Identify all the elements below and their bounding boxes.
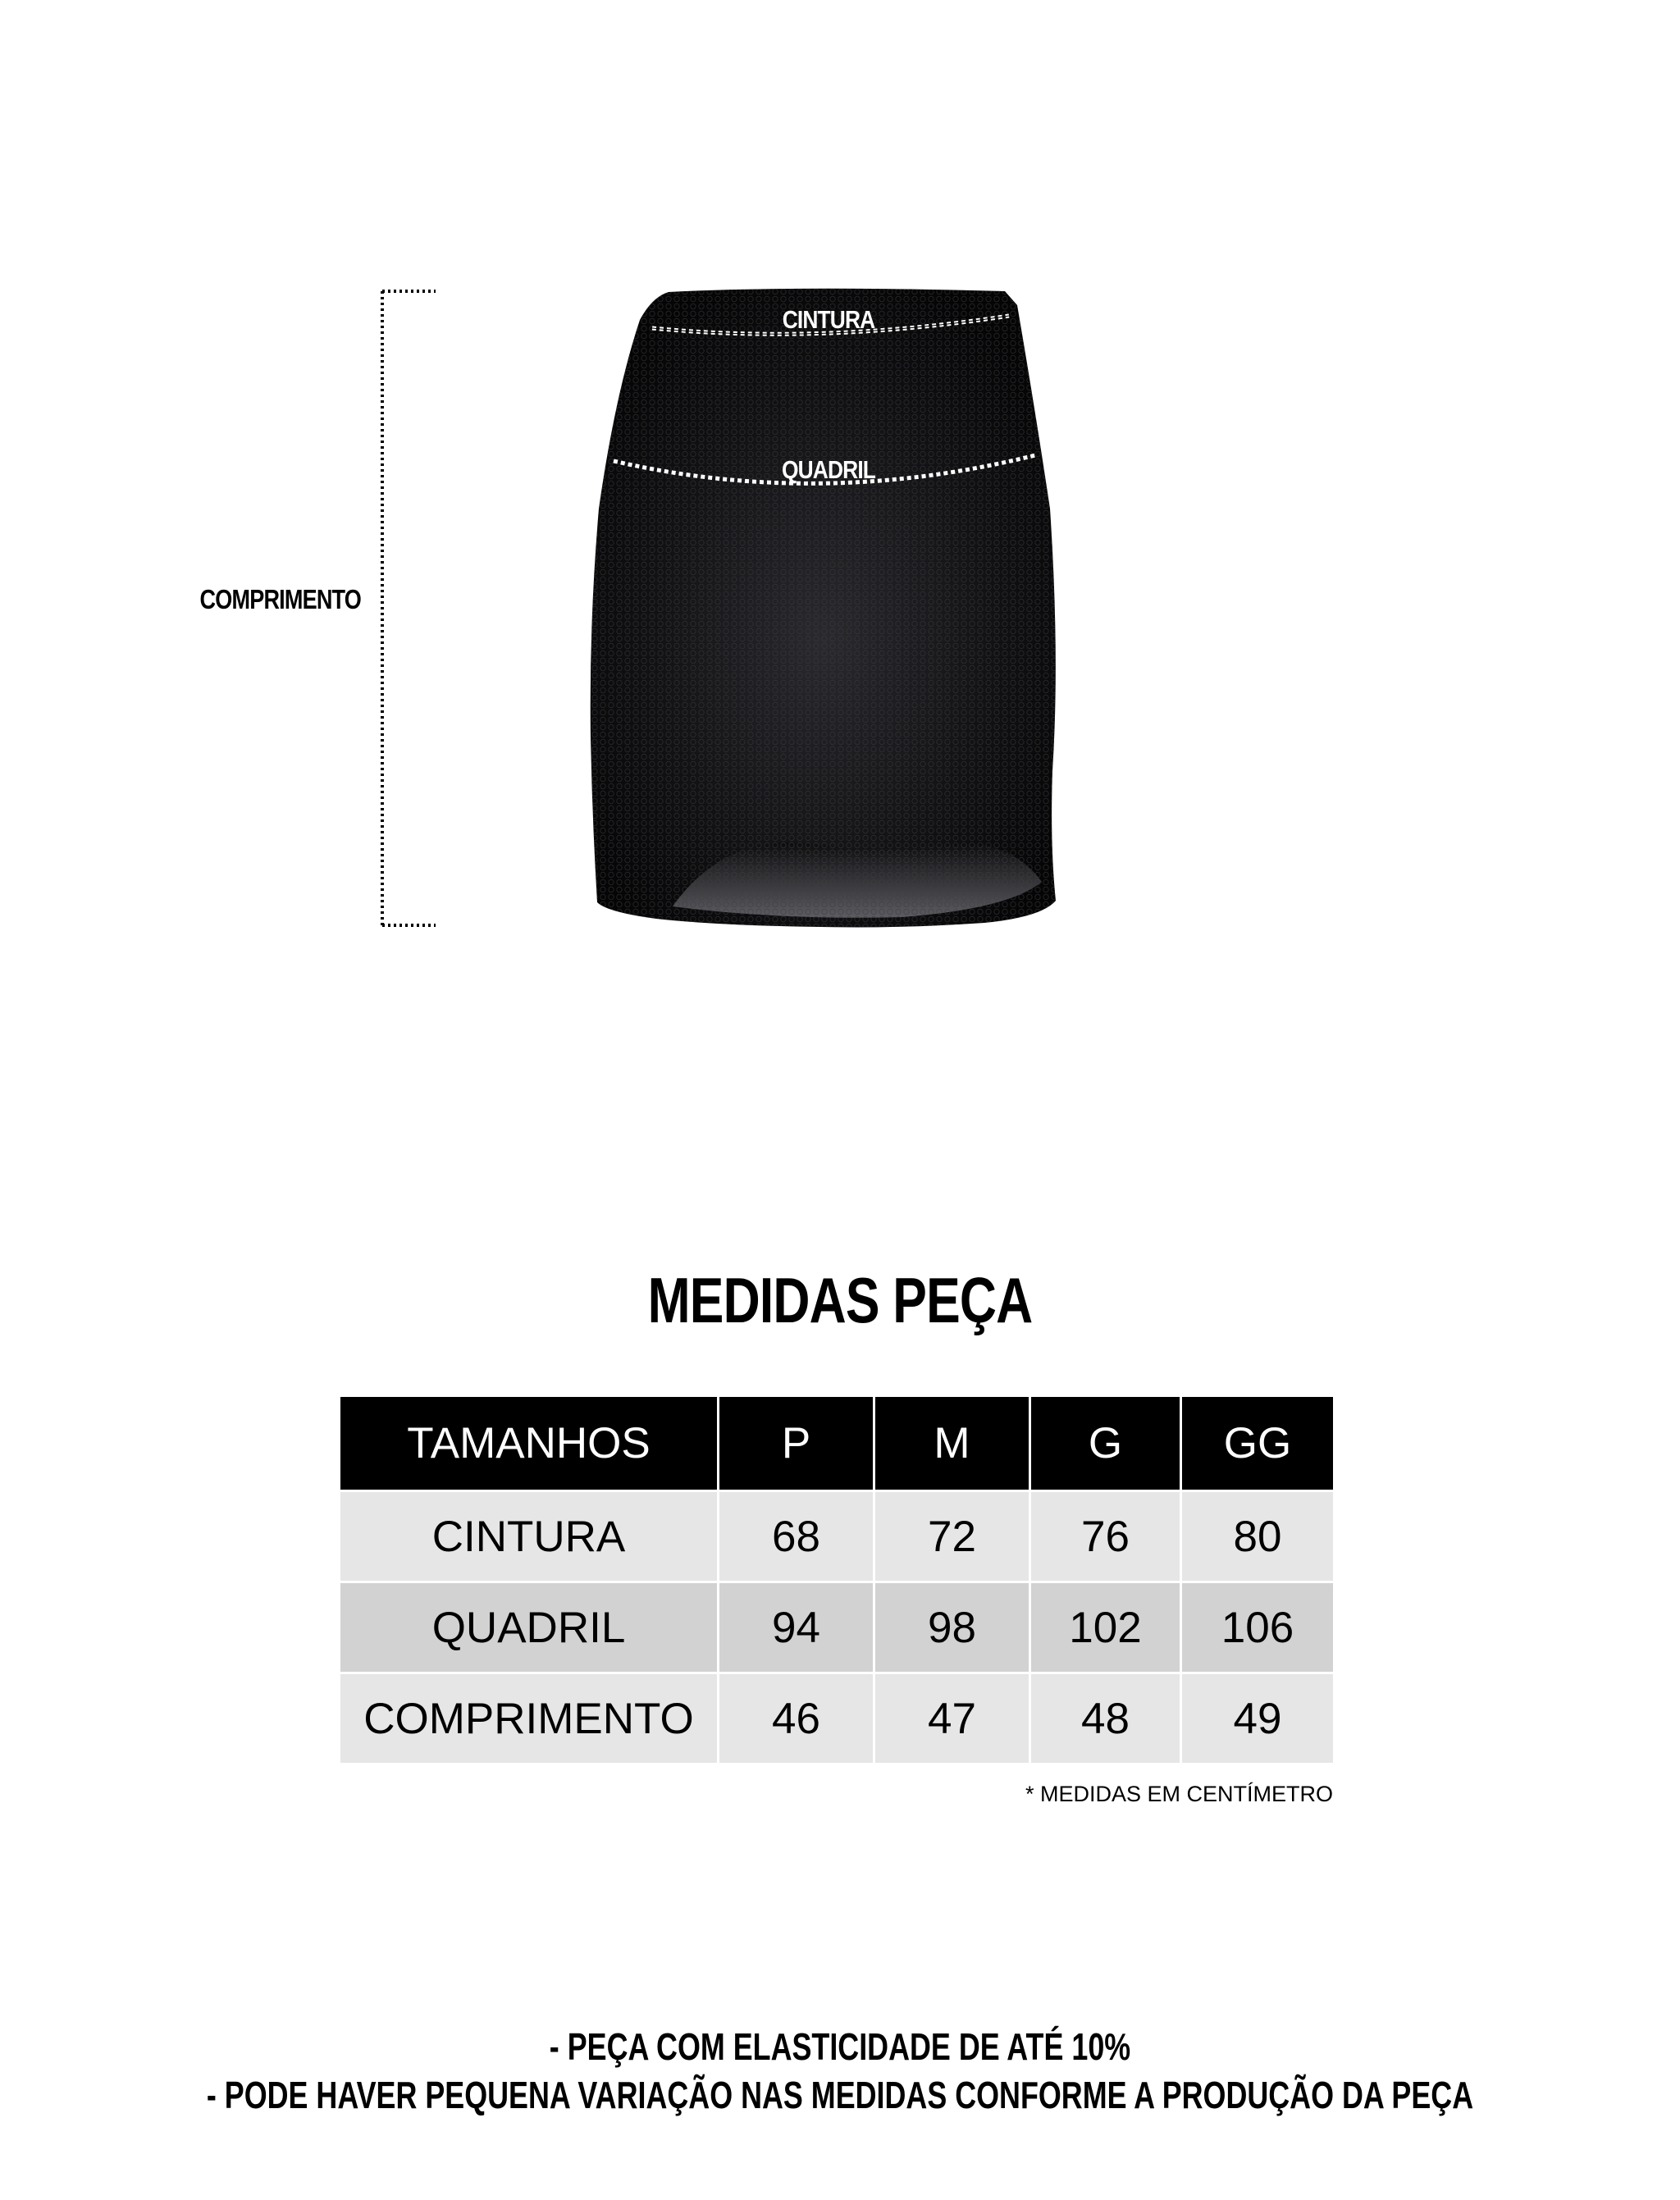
row-label-waist: CINTURA bbox=[340, 1492, 719, 1581]
row-label-hip: QUADRIL bbox=[340, 1583, 719, 1672]
table-cell: 46 bbox=[719, 1674, 875, 1763]
table-cell: 68 bbox=[719, 1492, 875, 1581]
table-cell: 106 bbox=[1221, 1603, 1294, 1652]
header-cell-gg: GG bbox=[1223, 1419, 1292, 1467]
table-cell: 49 bbox=[1233, 1694, 1282, 1743]
table-cell: 72 bbox=[875, 1492, 1031, 1581]
table-cell: 76 bbox=[1031, 1492, 1182, 1581]
header-cell-p: P bbox=[719, 1397, 875, 1490]
length-label: COMPRIMENTO bbox=[199, 584, 361, 614]
header-cell-sizes: TAMANHOS bbox=[340, 1397, 719, 1490]
table-row bbox=[340, 1674, 1333, 1763]
table-cell: 98 bbox=[875, 1583, 1031, 1672]
hip-label: QUADRIL bbox=[781, 455, 876, 484]
units-footnote: * MEDIDAS EM CENTÍMETRO bbox=[1025, 1782, 1333, 1806]
measurement-diagram bbox=[0, 0, 1680, 984]
row-label-length: COMPRIMENTO bbox=[340, 1674, 719, 1763]
page-title: MEDIDAS PEÇA bbox=[647, 1264, 1033, 1336]
table-cell: 47 bbox=[875, 1674, 1031, 1763]
table-cell: 94 bbox=[719, 1583, 875, 1672]
header-cell-g: G bbox=[1031, 1397, 1182, 1490]
length-dimension-line bbox=[382, 291, 436, 925]
table-cell: 102 bbox=[1031, 1583, 1182, 1672]
table-cell: 48 bbox=[1031, 1674, 1182, 1763]
table-cell: 80 bbox=[1233, 1512, 1282, 1561]
diagram-graphic bbox=[0, 0, 1680, 984]
waist-label: CINTURA bbox=[782, 305, 875, 334]
elasticity-note: - PEÇA COM ELASTICIDADE DE ATÉ 10% bbox=[549, 2025, 1131, 2068]
variation-note: - PODE HAVER PEQUENA VARIAÇÃO NAS MEDIDAS CONFORME A PRODUÇÃO DA PEÇA bbox=[206, 2074, 1474, 2116]
table-row bbox=[340, 1492, 1333, 1581]
table-header-row bbox=[340, 1397, 1333, 1490]
skirt-image bbox=[591, 289, 1056, 928]
table-row bbox=[340, 1583, 1333, 1672]
header-cell-m: M bbox=[875, 1397, 1031, 1490]
size-table bbox=[340, 1397, 1333, 1763]
